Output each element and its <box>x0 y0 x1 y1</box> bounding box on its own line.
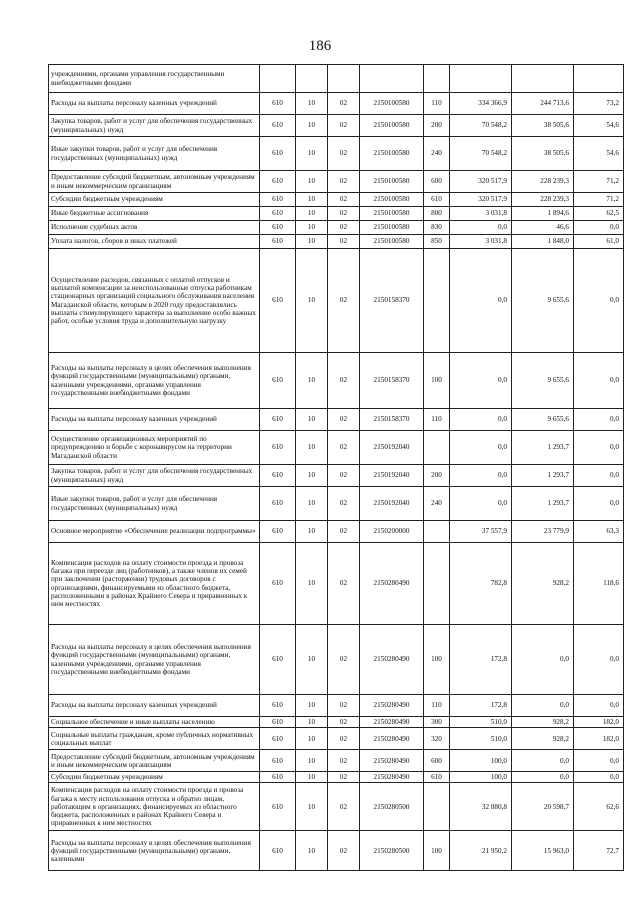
col-pct: 0,0 <box>574 772 624 783</box>
col-vedom: 610 <box>260 695 296 717</box>
col-csr: 2150192040 <box>360 487 424 521</box>
row-name: Компенсация расходов на оплату стоимости проезда и провоза багажа к месту использования отпуска и обратно лицам, работающим в организациях, финансируемых из областного бюджета, расположенных в районах Крайнего Севера и приравненных к ним местностях <box>49 783 260 831</box>
col-vedom: 610 <box>260 487 296 521</box>
col-vr <box>424 431 450 465</box>
col-podrazdel: 02 <box>328 409 360 431</box>
table-row <box>49 717 624 728</box>
table-row <box>49 353 624 409</box>
table-row <box>49 137 624 171</box>
col-vedom: 610 <box>260 783 296 831</box>
col-plan: 100,0 <box>450 772 512 783</box>
col-fact: 20 598,7 <box>512 783 574 831</box>
col-vr: 100 <box>424 625 450 695</box>
col-razdel: 10 <box>296 465 328 487</box>
col-razdel: 10 <box>296 543 328 625</box>
table-row <box>49 249 624 353</box>
col-vr: 600 <box>424 750 450 772</box>
col-podrazdel: 02 <box>328 487 360 521</box>
col-vr: 800 <box>424 207 450 221</box>
table-row <box>49 487 624 521</box>
col-vr: 830 <box>424 221 450 235</box>
row-name: Расходы на выплаты персоналу в целях обеспечения выполнения функций государственными (муниципальными) органами, казенными учреждениями, органами управления государственными внебюджетными фондами <box>49 625 260 695</box>
col-razdel: 10 <box>296 221 328 235</box>
col-vr: 240 <box>424 137 450 171</box>
col-csr: 2150280490 <box>360 750 424 772</box>
col-fact: 928,2 <box>512 543 574 625</box>
col-fact: 928,2 <box>512 728 574 750</box>
col-vedom: 610 <box>260 193 296 207</box>
col-plan: 172,8 <box>450 625 512 695</box>
col-csr: 2150280500 <box>360 831 424 871</box>
col-vedom: 610 <box>260 625 296 695</box>
row-name: Расходы на выплаты персоналу в целях обеспечения выполнения функций государственными (муниципальными) органами, казенными <box>49 831 260 871</box>
col-vedom: 610 <box>260 249 296 353</box>
col-csr: 2150280490 <box>360 717 424 728</box>
col-fact: 9 655,6 <box>512 409 574 431</box>
col-razdel: 10 <box>296 750 328 772</box>
budget-table <box>48 64 624 871</box>
col-vedom: 610 <box>260 115 296 137</box>
col-fact: 228 239,3 <box>512 171 574 193</box>
col-podrazdel: 02 <box>328 193 360 207</box>
col-podrazdel: 02 <box>328 235 360 249</box>
col-pct: 0,0 <box>574 353 624 409</box>
col-csr: 2150158370 <box>360 249 424 353</box>
col-podrazdel: 02 <box>328 717 360 728</box>
table-row <box>49 93 624 115</box>
table-body <box>49 65 624 871</box>
col-vr: 200 <box>424 465 450 487</box>
col-csr: 2150100580 <box>360 193 424 207</box>
col-pct: 0,0 <box>574 409 624 431</box>
col-vedom: 610 <box>260 207 296 221</box>
col-vr: 110 <box>424 695 450 717</box>
col-vr <box>424 543 450 625</box>
col-razdel: 10 <box>296 193 328 207</box>
col-podrazdel: 02 <box>328 221 360 235</box>
col-razdel: 10 <box>296 207 328 221</box>
col-razdel: 10 <box>296 137 328 171</box>
col-vedom: 610 <box>260 221 296 235</box>
col-pct: 0,0 <box>574 695 624 717</box>
col-pct <box>574 65 624 93</box>
table-row <box>49 728 624 750</box>
table-row <box>49 65 624 93</box>
col-fact: 244 713,6 <box>512 93 574 115</box>
col-podrazdel: 02 <box>328 249 360 353</box>
row-name: Расходы на выплаты персоналу казенных учреждений <box>49 409 260 431</box>
col-vedom: 610 <box>260 521 296 543</box>
col-vedom: 610 <box>260 465 296 487</box>
col-razdel: 10 <box>296 772 328 783</box>
col-vr: 100 <box>424 353 450 409</box>
row-name: Субсидии бюджетным учреждениям <box>49 193 260 207</box>
col-pct: 71,2 <box>574 193 624 207</box>
col-razdel: 10 <box>296 487 328 521</box>
col-vedom: 610 <box>260 409 296 431</box>
col-csr: 2150280490 <box>360 728 424 750</box>
col-vedom: 610 <box>260 137 296 171</box>
col-vedom: 610 <box>260 171 296 193</box>
col-pct: 0,0 <box>574 625 624 695</box>
col-vedom: 610 <box>260 431 296 465</box>
col-fact <box>512 65 574 93</box>
col-plan: 172,8 <box>450 695 512 717</box>
col-pct: 72,7 <box>574 831 624 871</box>
col-pct: 54,6 <box>574 137 624 171</box>
col-plan: 100,0 <box>450 750 512 772</box>
table-row <box>49 783 624 831</box>
table-row <box>49 543 624 625</box>
col-plan: 334 366,9 <box>450 93 512 115</box>
col-fact: 1 293,7 <box>512 465 574 487</box>
col-vr: 240 <box>424 487 450 521</box>
col-fact: 1 848,0 <box>512 235 574 249</box>
col-vr: 110 <box>424 409 450 431</box>
col-podrazdel: 02 <box>328 137 360 171</box>
row-name: Иные закупки товаров, работ и услуг для обеспечения государственных (муниципальных) нужд <box>49 137 260 171</box>
col-csr: 2150100580 <box>360 235 424 249</box>
col-fact: 928,2 <box>512 717 574 728</box>
col-fact: 228 239,3 <box>512 193 574 207</box>
col-pct: 0,0 <box>574 750 624 772</box>
col-vedom: 610 <box>260 543 296 625</box>
col-plan: 0,0 <box>450 353 512 409</box>
row-name: Социальные выплаты гражданам, кроме публичных нормативных социальных выплат <box>49 728 260 750</box>
col-fact: 38 505,6 <box>512 137 574 171</box>
col-podrazdel: 02 <box>328 93 360 115</box>
col-pct: 73,2 <box>574 93 624 115</box>
col-vedom: 610 <box>260 728 296 750</box>
table-row <box>49 235 624 249</box>
col-csr <box>360 65 424 93</box>
col-csr: 2150100580 <box>360 171 424 193</box>
col-plan: 510,0 <box>450 717 512 728</box>
col-plan: 320 517,9 <box>450 171 512 193</box>
col-pct: 63,3 <box>574 521 624 543</box>
col-csr: 2150100580 <box>360 221 424 235</box>
col-razdel: 10 <box>296 728 328 750</box>
col-vr <box>424 65 450 93</box>
row-name: Расходы на выплаты персоналу в целях обеспечения выполнения функций государственными (муниципальными) органами, казенными учреждениями, органами управления государственными внебюджетными фондами <box>49 353 260 409</box>
col-razdel: 10 <box>296 783 328 831</box>
table-row <box>49 625 624 695</box>
col-vedom <box>260 65 296 93</box>
col-csr: 2150200000 <box>360 521 424 543</box>
col-podrazdel: 02 <box>328 783 360 831</box>
col-vr <box>424 249 450 353</box>
page-number: 186 <box>308 38 332 54</box>
col-fact: 1 293,7 <box>512 431 574 465</box>
col-fact: 15 963,0 <box>512 831 574 871</box>
col-fact: 0,0 <box>512 772 574 783</box>
col-razdel: 10 <box>296 625 328 695</box>
col-csr: 2150280490 <box>360 625 424 695</box>
col-csr: 2150100580 <box>360 93 424 115</box>
col-plan: 0,0 <box>450 409 512 431</box>
col-vedom: 610 <box>260 93 296 115</box>
col-plan: 320 517,9 <box>450 193 512 207</box>
col-vedom: 610 <box>260 750 296 772</box>
col-csr: 2150280490 <box>360 695 424 717</box>
col-razdel: 10 <box>296 409 328 431</box>
col-pct: 0,0 <box>574 487 624 521</box>
col-csr: 2150280500 <box>360 783 424 831</box>
row-name: Расходы на выплаты персоналу казенных учреждений <box>49 695 260 717</box>
col-vr: 200 <box>424 115 450 137</box>
col-pct: 0,0 <box>574 221 624 235</box>
col-plan: 70 548,2 <box>450 115 512 137</box>
col-vedom: 610 <box>260 235 296 249</box>
col-plan: 0,0 <box>450 431 512 465</box>
col-plan: 21 950,2 <box>450 831 512 871</box>
col-pct: 182,0 <box>574 728 624 750</box>
table-row <box>49 695 624 717</box>
col-vedom: 610 <box>260 831 296 871</box>
col-fact: 0,0 <box>512 695 574 717</box>
col-csr: 2150100580 <box>360 207 424 221</box>
table-row <box>49 115 624 137</box>
col-plan <box>450 65 512 93</box>
col-csr: 2150192040 <box>360 465 424 487</box>
row-name: Исполнение судебных актов <box>49 221 260 235</box>
row-name: Осуществление организационных мероприятий по предупреждению и борьбе с коронавирусом на территории Магаданской области <box>49 431 260 465</box>
col-podrazdel: 02 <box>328 353 360 409</box>
col-razdel: 10 <box>296 249 328 353</box>
row-name: Расходы на выплаты персоналу казенных учреждений <box>49 93 260 115</box>
col-vedom: 610 <box>260 772 296 783</box>
table-row <box>49 171 624 193</box>
col-plan: 0,0 <box>450 221 512 235</box>
table-row <box>49 750 624 772</box>
col-razdel: 10 <box>296 521 328 543</box>
col-podrazdel: 02 <box>328 431 360 465</box>
col-plan: 37 557,9 <box>450 521 512 543</box>
col-csr: 2150100580 <box>360 115 424 137</box>
row-name: Закупка товаров, работ и услуг для обеспечения государственных (муниципальных) нужд <box>49 115 260 137</box>
col-csr: 2150280490 <box>360 772 424 783</box>
table-row <box>49 431 624 465</box>
col-vr: 600 <box>424 171 450 193</box>
col-fact: 9 655,6 <box>512 353 574 409</box>
col-pct: 118,6 <box>574 543 624 625</box>
col-vr: 110 <box>424 93 450 115</box>
col-razdel: 10 <box>296 431 328 465</box>
table-row <box>49 409 624 431</box>
col-razdel: 10 <box>296 717 328 728</box>
col-plan: 32 880,8 <box>450 783 512 831</box>
col-pct: 54,6 <box>574 115 624 137</box>
table-row <box>49 831 624 871</box>
col-fact: 9 655,6 <box>512 249 574 353</box>
col-podrazdel: 02 <box>328 831 360 871</box>
col-razdel: 10 <box>296 235 328 249</box>
col-vr: 610 <box>424 772 450 783</box>
table-row <box>49 465 624 487</box>
col-vr: 320 <box>424 728 450 750</box>
col-pct: 61,0 <box>574 235 624 249</box>
col-plan: 3 031,8 <box>450 235 512 249</box>
table-row <box>49 521 624 543</box>
col-podrazdel: 02 <box>328 207 360 221</box>
col-fact: 0,0 <box>512 625 574 695</box>
col-podrazdel: 02 <box>328 465 360 487</box>
col-podrazdel: 02 <box>328 115 360 137</box>
col-vr <box>424 521 450 543</box>
row-name: Предоставление субсидий бюджетным, автономным учреждениям и иным некоммерческим организациям <box>49 750 260 772</box>
col-razdel <box>296 65 328 93</box>
row-name: Социальное обеспечение и иные выплаты населению <box>49 717 260 728</box>
col-pct: 0,0 <box>574 431 624 465</box>
col-pct: 182,0 <box>574 717 624 728</box>
col-podrazdel: 02 <box>328 695 360 717</box>
col-pct: 62,6 <box>574 783 624 831</box>
col-pct: 0,0 <box>574 249 624 353</box>
col-plan: 3 031,8 <box>450 207 512 221</box>
col-csr: 2150280490 <box>360 543 424 625</box>
col-pct: 0,0 <box>574 465 624 487</box>
row-name: Уплата налогов, сборов и иных платежей <box>49 235 260 249</box>
col-podrazdel <box>328 65 360 93</box>
col-vr: 100 <box>424 831 450 871</box>
table-row <box>49 221 624 235</box>
col-fact: 46,6 <box>512 221 574 235</box>
col-razdel: 10 <box>296 171 328 193</box>
col-podrazdel: 02 <box>328 543 360 625</box>
col-fact: 38 505,6 <box>512 115 574 137</box>
col-plan: 782,8 <box>450 543 512 625</box>
col-razdel: 10 <box>296 695 328 717</box>
col-razdel: 10 <box>296 115 328 137</box>
col-vr: 850 <box>424 235 450 249</box>
col-podrazdel: 02 <box>328 728 360 750</box>
row-name: Закупка товаров, работ и услуг для обеспечения государственных (муниципальных) нужд <box>49 465 260 487</box>
row-name: Субсидии бюджетным учреждениям <box>49 772 260 783</box>
row-name: Иные бюджетные ассигнования <box>49 207 260 221</box>
row-name: Основное мероприятие «Обеспечение реализации подпрограммы» <box>49 521 260 543</box>
table-row <box>49 193 624 207</box>
col-csr: 2150100580 <box>360 137 424 171</box>
table-row <box>49 207 624 221</box>
row-name: Иные закупки товаров, работ и услуг для обеспечения государственных (муниципальных) нужд <box>49 487 260 521</box>
row-name: Компенсация расходов на оплату стоимости проезда и провоза багажа при переезде лиц (работников), а также членов их семей при заключении (расторжении) трудовых договоров с организациями, финансируемыми из областного бюджета, расположенными в районах Крайнего Севера и приравненных к ним местностях <box>49 543 260 625</box>
col-razdel: 10 <box>296 831 328 871</box>
col-razdel: 10 <box>296 93 328 115</box>
col-vedom: 610 <box>260 717 296 728</box>
col-plan: 0,0 <box>450 465 512 487</box>
col-razdel: 10 <box>296 353 328 409</box>
col-fact: 0,0 <box>512 750 574 772</box>
col-csr: 2150158370 <box>360 353 424 409</box>
col-plan: 0,0 <box>450 487 512 521</box>
col-plan: 510,0 <box>450 728 512 750</box>
col-podrazdel: 02 <box>328 521 360 543</box>
col-pct: 71,2 <box>574 171 624 193</box>
col-fact: 1 894,6 <box>512 207 574 221</box>
col-plan: 70 548,2 <box>450 137 512 171</box>
row-name: Осуществление расходов, связанных с оплатой отпусков и выплатой компенсации за неиспользованные отпуска работникам стационарных организаций социального обслуживания населения Магаданской области, которым в 2020 году предоставлялись выплаты стимулирующего характера за выполнение особо важных работ, особые условия труда и дополнительную нагрузку <box>49 249 260 353</box>
col-csr: 2150192040 <box>360 431 424 465</box>
col-plan: 0,0 <box>450 249 512 353</box>
col-vr: 300 <box>424 717 450 728</box>
row-name: Предоставление субсидий бюджетным, автономным учреждениям и иным некоммерческим организациям <box>49 171 260 193</box>
col-podrazdel: 02 <box>328 772 360 783</box>
col-podrazdel: 02 <box>328 625 360 695</box>
table-row <box>49 772 624 783</box>
col-fact: 23 779,9 <box>512 521 574 543</box>
col-fact: 1 293,7 <box>512 487 574 521</box>
col-podrazdel: 02 <box>328 171 360 193</box>
col-vedom: 610 <box>260 353 296 409</box>
col-csr: 2150158370 <box>360 409 424 431</box>
col-vr: 610 <box>424 193 450 207</box>
col-podrazdel: 02 <box>328 750 360 772</box>
row-name: учреждениями, органами управления государственными внебюджетными фондами <box>49 65 260 93</box>
col-vr <box>424 783 450 831</box>
col-pct: 62,5 <box>574 207 624 221</box>
